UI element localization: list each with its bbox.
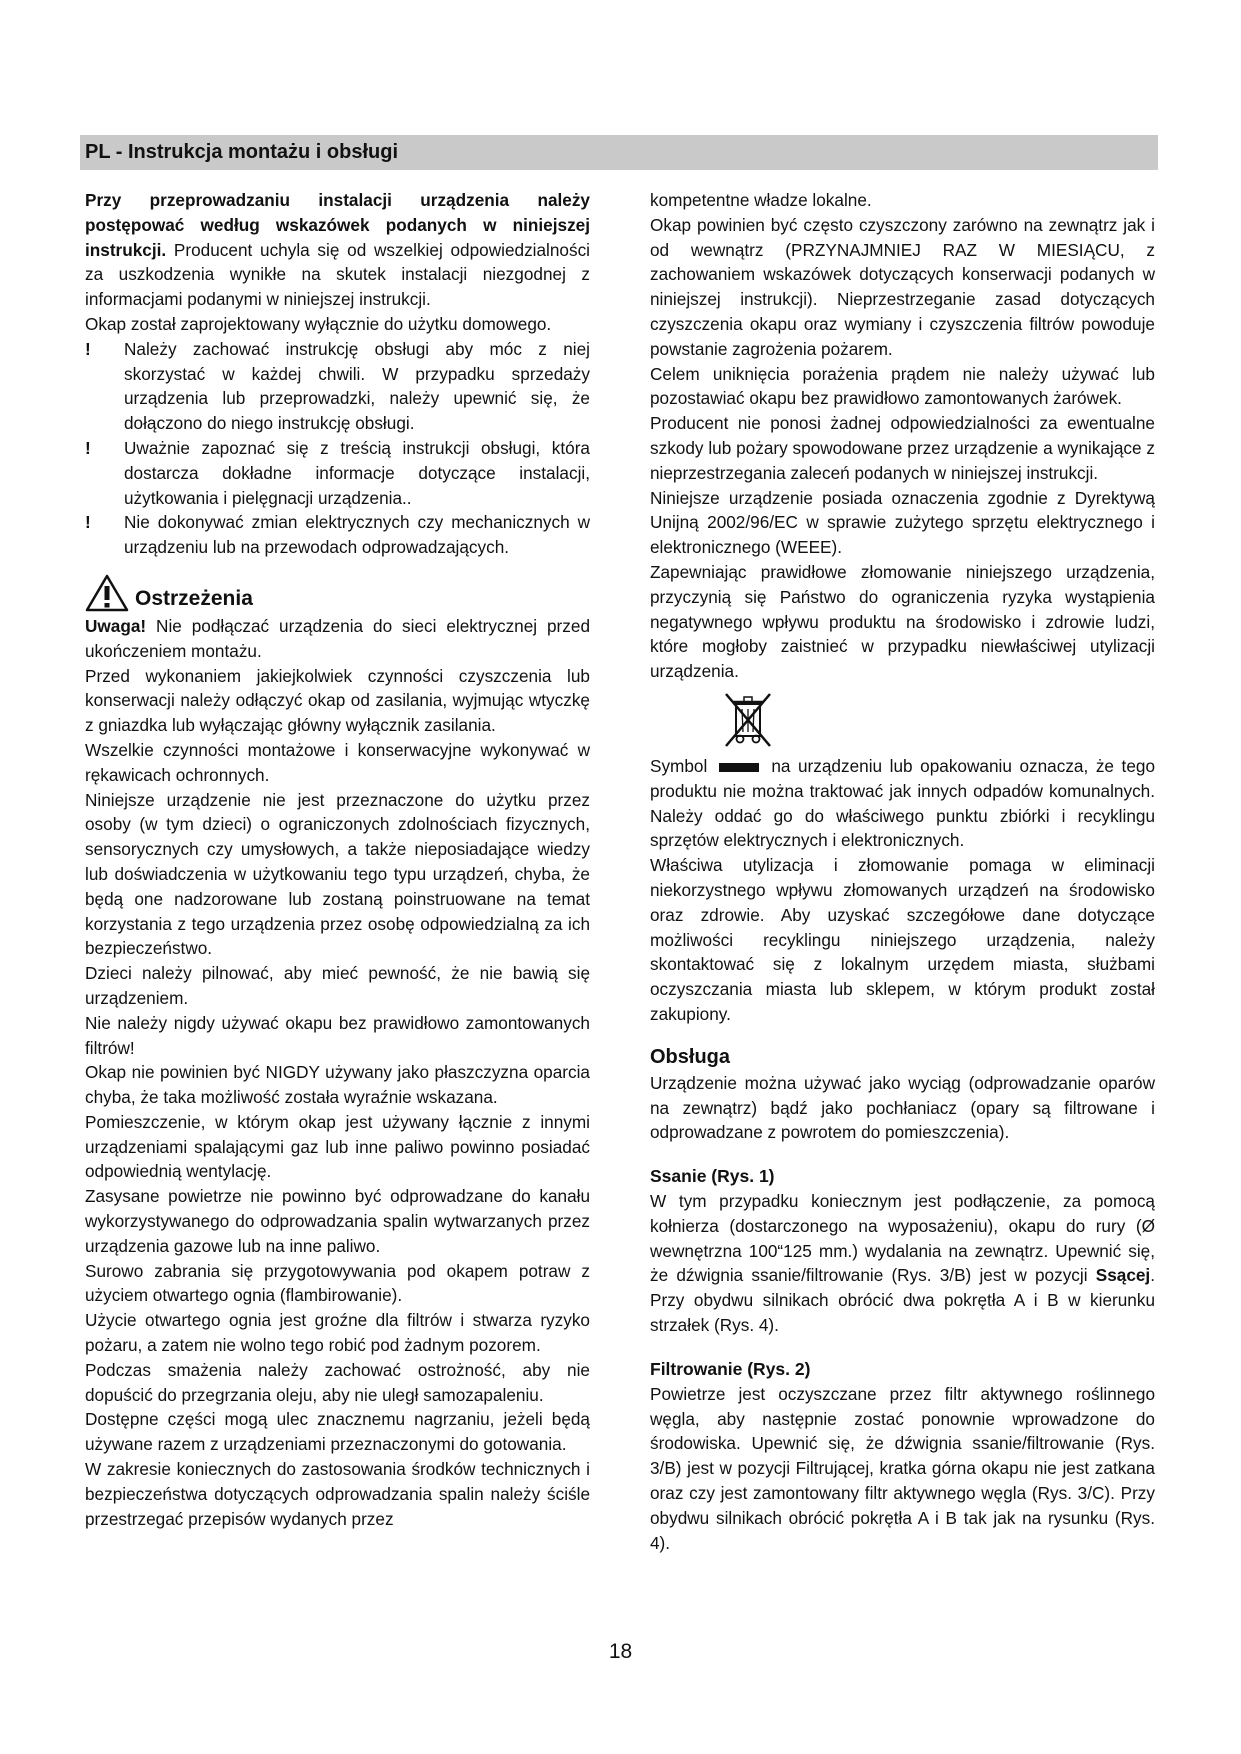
info-paragraph: kompetentne władze lokalne. <box>650 190 872 210</box>
intro-bold: Przy przeprowadzaniu instalacji urządzenia należy postępować według wskazówek podanych w niniejszej instrukcji. <box>85 190 590 260</box>
suction-text-a: W tym przypadku koniecznym jest podłączenie, za pomocą kołnierza (dostarczonego na wyposażeniu), okapu do rury (Ø wewnętrzna 100“125 mm.) wydalania na zewnątrz. Upewnić się, że dźwignia ssanie/filtrowanie (Rys. 3/B) jest w pozycji <box>650 1191 1155 1286</box>
exclamation-mark: ! <box>85 437 91 458</box>
intro-paragraph <box>85 188 590 312</box>
filtering-paragraph: Powietrze jest oczyszczane przez filtr aktywnego roślinnego węgla, aby następnie zostać ponownie wprowadzone do środowiska. Upewnić się, że dźwignia ssanie/filtrowanie (Rys. 3/B) jest w pozycji Filtrującej, kratka górna okapu nie jest zatkana oraz czy jest zamontowany filtr aktywnego węgla (Rys. 3/C). Przy obydwu silnikach obrócić pokrętła A i B tak jak na rysunku (Rys. 4). <box>650 1383 1155 1553</box>
bullet-text: Nie dokonywać zmian elektrycznych czy mechanicznych w urządzeniu lub na przewodach odprowadzających. <box>124 512 590 558</box>
bullet-item <box>85 337 590 436</box>
suction-text-b: . Przy obydwu silnikach obrócić dwa pokrętła A i B w kierunku strzałek (Rys. 4). <box>650 1265 1155 1336</box>
symbol-word: Symbol <box>650 755 708 776</box>
right-column <box>650 188 1155 1555</box>
exclamation-mark: ! <box>85 512 91 533</box>
left-column <box>85 188 590 1531</box>
usage-paragraph: Urządzenie można używać jako wyciąg (odprowadzanie oparów na zewnątrz) bądź jako pochłaniacz (opary są filtrowane i odprowadzane z powrotem do pomieszczenia). <box>650 1072 1155 1143</box>
safety-paragraph: Przed wykonaniem jakiejkolwiek czynności czyszczenia lub konserwacji należy odłączyć okap od zasilania, wyjmując wtyczkę z gniazdka lub wyłączając główny wyłącznik zasilania. <box>85 665 590 736</box>
intro-rest: Producent uchyla się od wszelkiej odpowiedzialności za uszkodzenia wynikłe na skutek instalacji niezgodnej z informacjami podanymi w niniejszej instrukcji. <box>85 239 590 310</box>
info-paragraph: Niniejsze urządzenie posiada oznaczenia zgodnie z Dyrektywą Unijną 2002/96/EC w sprawie zużytego sprzętu elektrycznego i elektronicznego (WEEE). <box>650 487 1155 558</box>
intro-domestic-use: Okap został zaprojektowany wyłącznie do użytku domowego. <box>85 313 552 334</box>
safety-paragraph: Pomieszczenie, w którym okap jest używany łącznie z innymi urządzeniami spalającymi gaz lub inne paliwo powinno posiadać odpowiednią wentylację. <box>85 1111 590 1182</box>
safety-paragraph: Surowo zabrania się przygotowywania pod okapem potraw z użyciem otwartego ognia (flambirowanie). <box>85 1260 590 1306</box>
warning-paragraph <box>85 614 590 664</box>
crossed-out-wheelie-bin-icon <box>722 692 774 750</box>
section-header <box>80 135 1158 170</box>
safety-paragraph: Niniejsze urządzenie nie jest przeznaczone do użytku przez osoby (w tym dzieci) o ograniczonych zdolnościach fizycznych, sensorycznych czy umysłowych, a także nieposiadające wiedzy lub doświadczenia w użytkowaniu tego typu urządzeń, chyba, że będą one nadzorowane lub zostaną poinstruowane na temat korzystania z tego urządzenia przez osobę odpowiedzialną za ich bezpieczeństwo. <box>85 789 590 959</box>
symbol-paragraph <box>650 754 1155 853</box>
bullet-item <box>85 510 590 560</box>
warning-label: Uwaga! <box>85 615 147 636</box>
suction-heading: Ssanie (Rys. 1) <box>650 1166 775 1187</box>
suction-bold: Ssącej <box>1095 1265 1151 1286</box>
bullet-text: Należy zachować instrukcję obsługi aby móc z niej skorzystać w każdej chwili. W przypadku sprzedaży urządzenia lub przeprowadzki, należy upewnić się, że dołączono do niego instrukcję obsługi. <box>124 338 590 434</box>
safety-paragraph: Dostępne części mogą ulec znacznemu nagrzaniu, jeżeli będą używane razem z urządzeniami przeznaczonymi do gotowania. <box>85 1409 590 1455</box>
info-paragraph: Zapewniając prawidłowe złomowanie niniejszego urządzenia, przyczynią się Państwo do ograniczenia ryzyka wystąpienia negatywnego wpływu produktu na środowisko i zdrowie ludzi, które mogłoby zaistnieć w przypadku niewłaściwej utylizacji urządzenia. <box>650 561 1155 682</box>
info-paragraph: Okap powinien być często czyszczony zarówno na zewnątrz jak i od wewnątrz (PRZYNAJMNIEJ RAZ W MIESIĄCU, z zachowaniem wskazówek dotyczących konserwacji podanych w niniejszej instrukcji). Nieprzestrzeganie zasad dotyczących czyszczenia okapu oraz wymiany i czyszczenia filtrów powoduje powstanie zagrożenia pożarem. <box>650 214 1155 359</box>
safety-paragraph: W zakresie koniecznych do zastosowania środków technicznych i bezpieczeństwa dotyczących odprowadzania spalin należy ściśle przestrzegać przepisów wydanych przez <box>85 1459 590 1529</box>
safety-paragraph: Użycie otwartego ognia jest groźne dla filtrów i stwarza ryzyko pożaru, a zatem nie wolno tego robić pod żadnym pozorem. <box>85 1310 590 1356</box>
black-bar-symbol-icon <box>719 763 759 772</box>
exclamation-mark: ! <box>85 338 91 359</box>
safety-paragraph: Zasysane powietrze nie powinno być odprowadzane do kanału wykorzystywanego do odprowadzania spalin wytwarzanych przez urządzenia gazowe lub na inne paliwo. <box>85 1186 590 1256</box>
info-paragraph: Celem uniknięcia porażenia prądem nie należy używać lub pozostawiać okapu bez prawidłowo zamontowanych żarówek. <box>650 363 1155 409</box>
symbol-text: na urządzeniu lub opakowaniu oznacza, że tego produktu nie można traktować jak innych odpadów komunalnych. Należy oddać go do właściwego punktu zbiórki i recyklingu sprzętów elektrycznych i elektronicznych. <box>650 755 1155 851</box>
page-title: PL - Instrukcja montażu i obsługi <box>85 141 398 163</box>
safety-paragraph: Wszelkie czynności montażowe i konserwacyjne wykonywać w rękawicach ochronnych. <box>85 739 590 785</box>
bullet-text: Uważnie zapoznać się z treścią instrukcji obsługi, która dostarcza dokładne informacje dotyczące instalacji, użytkowania i pielęgnacji urządzenia.. <box>124 437 590 508</box>
page-number: 18 <box>608 1640 633 1663</box>
warnings-title: Ostrzeżenia <box>135 586 253 610</box>
suction-paragraph <box>650 1189 1155 1338</box>
warning-text: Nie podłączać urządzenia do sieci elektrycznej przed ukończeniem montażu. <box>85 615 590 661</box>
warnings-heading <box>85 574 590 612</box>
safety-paragraph: Dzieci należy pilnować, aby mieć pewność, że nie bawią się urządzeniem. <box>85 963 590 1008</box>
usage-heading: Obsługa <box>650 1045 731 1068</box>
filtering-heading: Filtrowanie (Rys. 2) <box>650 1358 811 1379</box>
safety-paragraph: Okap nie powinien być NIGDY używany jako płaszczyzna oparcia chyba, że taka możliwość została wyraźnie wskazana. <box>85 1062 590 1108</box>
safety-paragraph: Podczas smażenia należy zachować ostrożność, aby nie dopuścić do przegrzania oleju, aby nie uległ samozapaleniu. <box>85 1359 590 1405</box>
bullet-item <box>85 436 590 510</box>
safety-paragraph: Nie należy nigdy używać okapu bez prawidłowo zamontowanych filtrów! <box>85 1012 590 1058</box>
warning-triangle-icon <box>85 574 129 612</box>
info-paragraph: Producent nie ponosi żadnej odpowiedzialności za ewentualne szkody lub pożary spowodowane przez urządzenie a wynikające z nieprzestrzegania zaleceń podanych w niniejszej instrukcji. <box>650 413 1155 483</box>
disposal-paragraph: Właściwa utylizacja i złomowanie pomaga w eliminacji niekorzystnego wpływu złomowanych urządzeń na środowisko oraz zdrowie. Aby uzyskać szczegółowe dane dotyczące możliwości recyklingu niniejszego urządzenia, należy skontaktować się z lokalnym urzędem miasta, służbami oczyszczania miasta lub sklepem, w którym produkt został zakupiony. <box>650 855 1155 1024</box>
